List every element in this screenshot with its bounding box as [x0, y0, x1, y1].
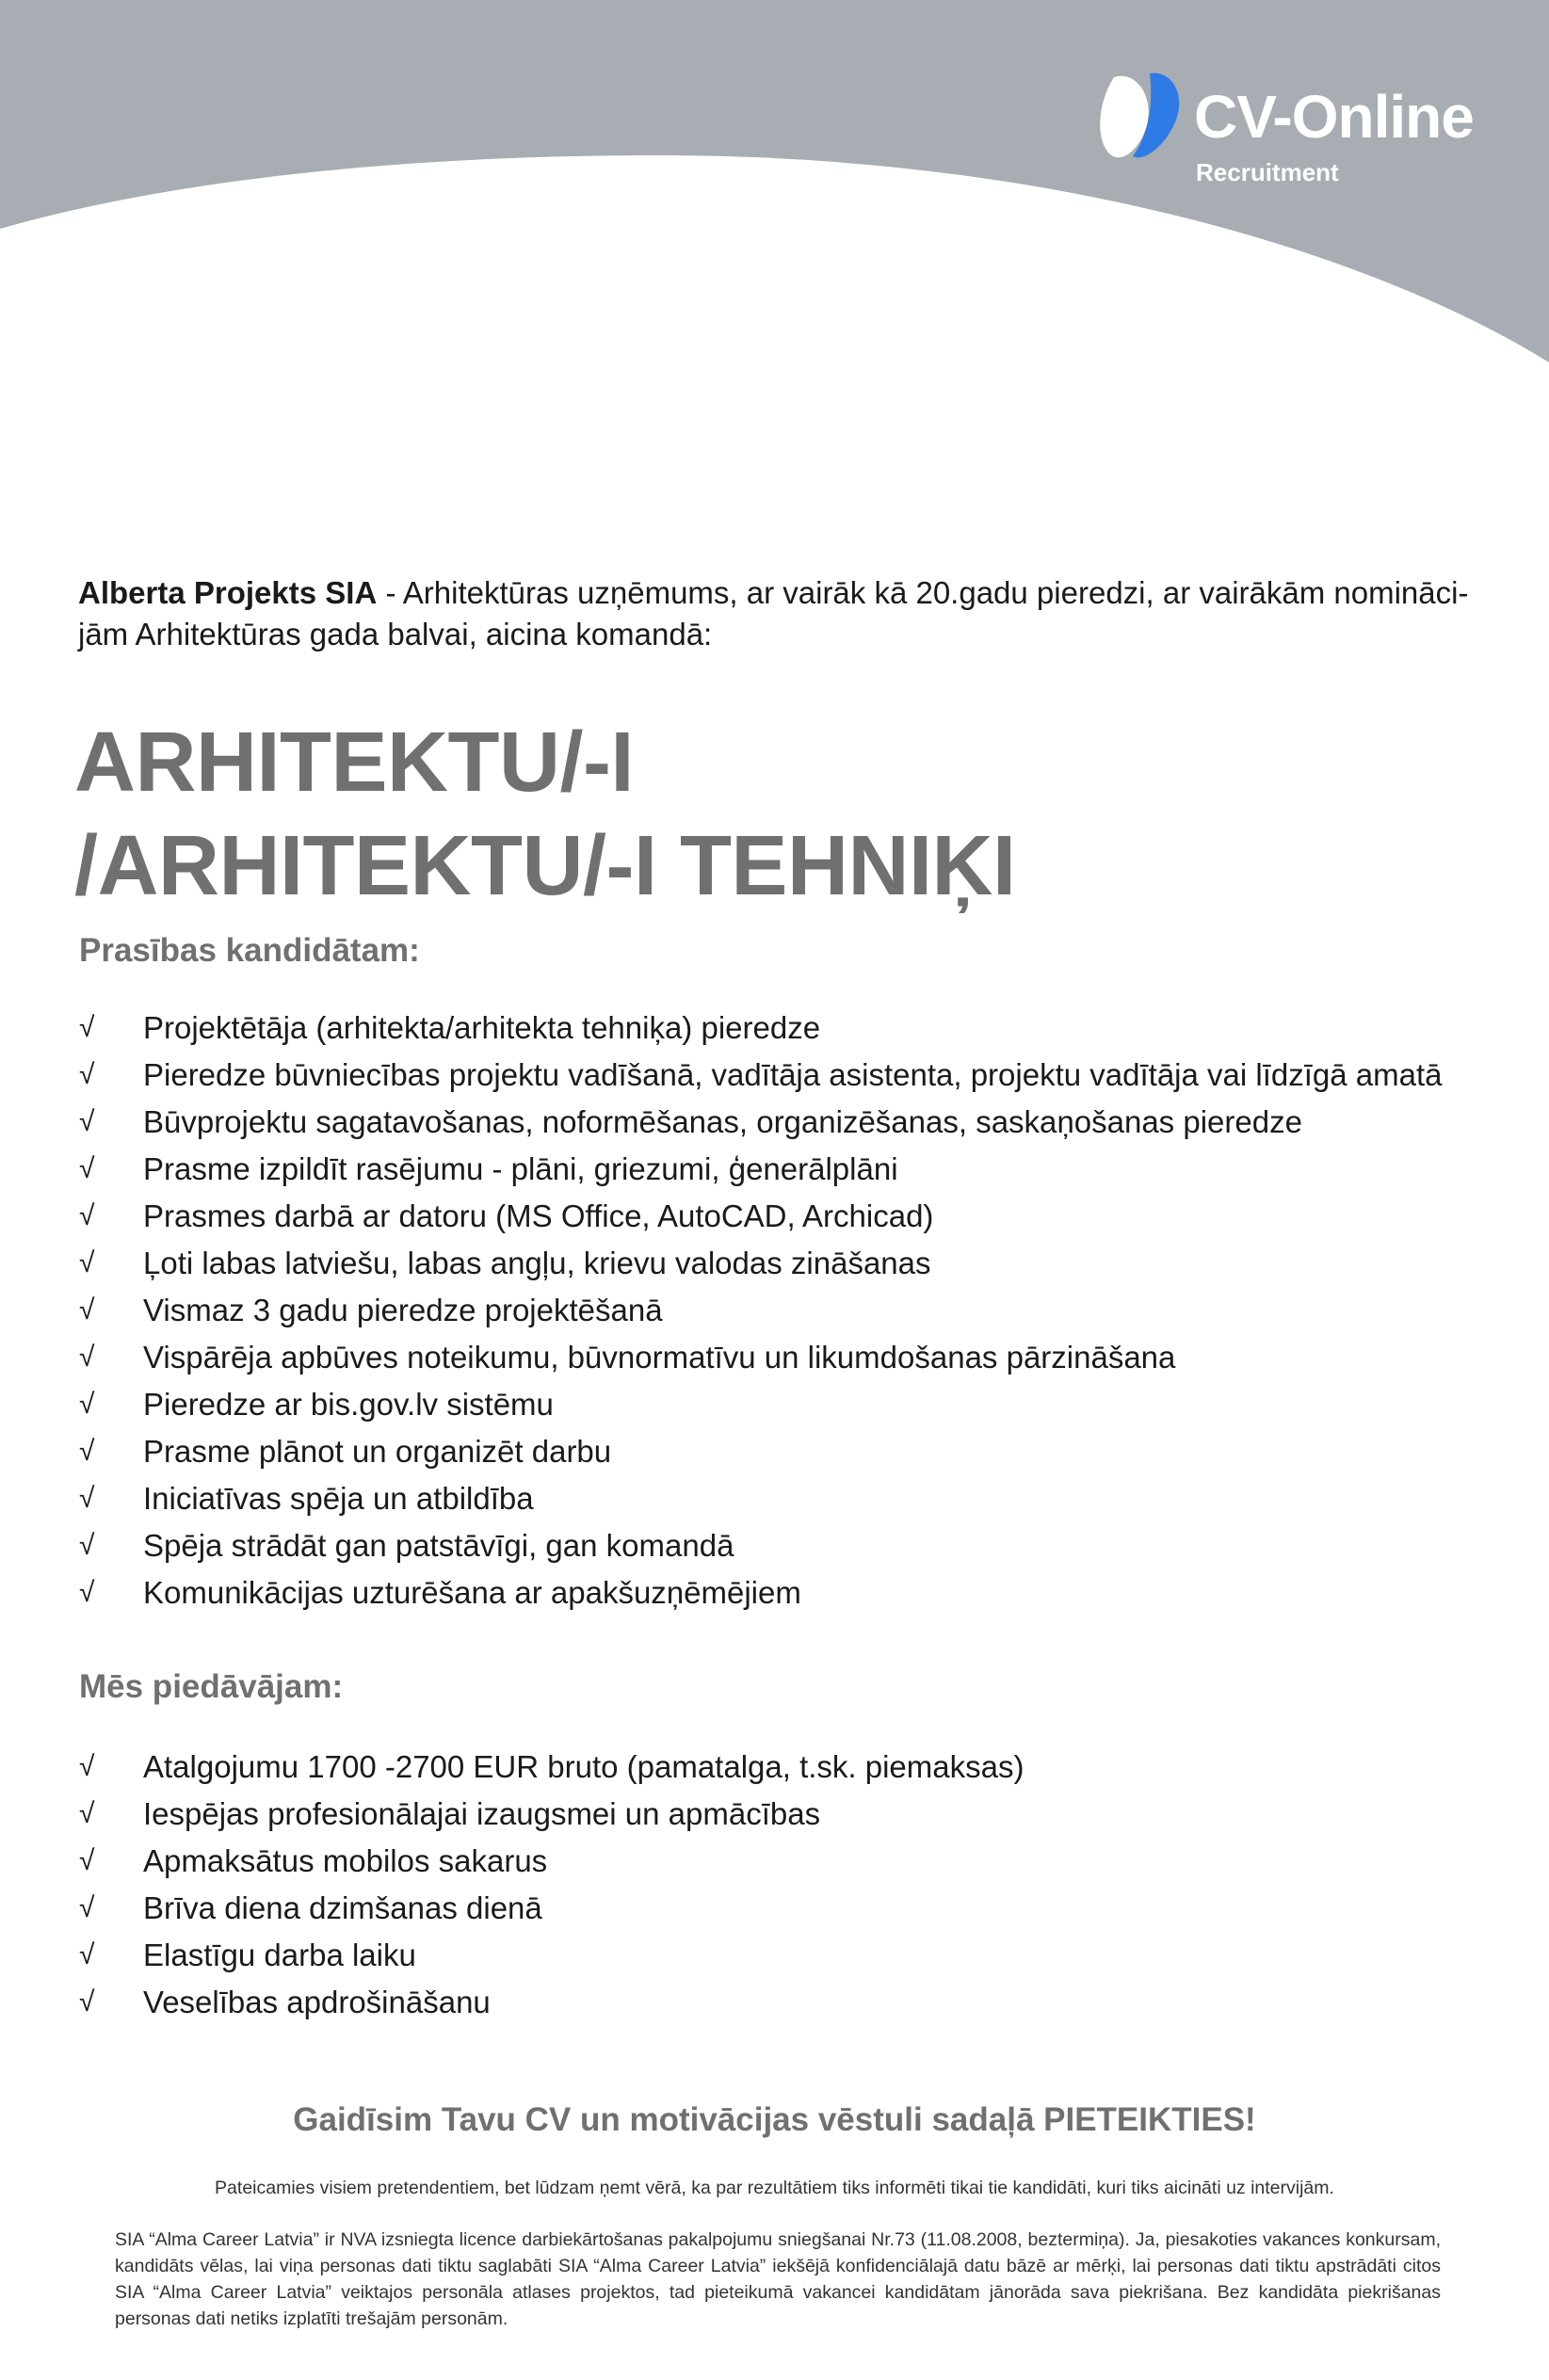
list-item [79, 1193, 1492, 1240]
list-item [79, 1052, 1492, 1099]
check-icon: √ [79, 1247, 95, 1278]
check-icon: √ [79, 1342, 95, 1373]
check-icon: √ [79, 1483, 95, 1514]
list-item [79, 1099, 1492, 1146]
list-item-text: Komunikācijas uzturēšana ar apakšuzņēmējiem [143, 1575, 801, 1610]
list-item-text: Prasme izpildīt rasējumu - plāni, griezumi, ģenerālplāni [143, 1151, 898, 1186]
list-item [79, 1005, 1492, 1052]
check-icon: √ [79, 1751, 95, 1782]
logo-name: CV-Online [1194, 83, 1474, 151]
intro-line-1 [78, 572, 1472, 614]
job-title-line-1: ARHITEKTU/-I [74, 716, 634, 810]
footer-note: Pateicamies visiem pretendentiem, bet lūdzam ņemt vērā, ka par rezultātiem tiks informēti tikai tie kandidāti, kuri tiks aicināti uz intervijām. [215, 2178, 1334, 2198]
requirements-heading: Prasības kandidātam: [79, 932, 420, 969]
list-item-text: Iespējas profesionālajai izaugsmei un apmācības [143, 1796, 821, 1831]
list-item [79, 1932, 1492, 1979]
list-item [79, 1569, 1492, 1616]
job-title-line-2: /ARHITEKTU/-I TEHNIĶI [74, 819, 1016, 913]
check-icon: √ [79, 1295, 95, 1326]
check-icon: √ [79, 1200, 95, 1231]
list-item-text: Prasme plānot un organizēt darbu [143, 1434, 612, 1469]
requirements-list [79, 1005, 1492, 1616]
list-item-text: Pieredze būvniecības projektu vadīšanā, vadītāja asistenta, projektu vadītāja vai līdzīgā amatā [143, 1057, 1443, 1092]
apply-call-to-action: Gaidīsim Tavu CV un motivācijas vēstuli sadaļā PIETEIKTIES! [293, 2101, 1256, 2138]
list-item-text: Pieredze ar bis.gov.lv sistēmu [143, 1387, 554, 1422]
list-item [79, 1240, 1492, 1287]
list-item-text: Būvprojektu sagatavošanas, noformēšanas, organizēšanas, saskaņošanas pieredze [143, 1104, 1302, 1139]
check-icon: √ [79, 1892, 95, 1923]
list-item-text: Spēja strādāt gan patstāvīgi, gan komandā [143, 1528, 734, 1563]
check-icon: √ [79, 1577, 95, 1608]
list-item [79, 1744, 1492, 1791]
check-icon: √ [79, 1798, 95, 1829]
cv-online-logo [1095, 68, 1481, 190]
list-item [79, 1381, 1492, 1428]
list-item [79, 1334, 1492, 1381]
list-item-text: Vismaz 3 gadu pieredze projektēšanā [143, 1293, 663, 1327]
check-icon: √ [79, 1845, 95, 1876]
list-item-text: Atalgojumu 1700 -2700 EUR bruto (pamatalga, t.sk. piemaksas) [143, 1749, 1025, 1784]
list-item-text: Apmaksātus mobilos sakarus [143, 1843, 548, 1878]
logo-mark-icon [1095, 70, 1187, 164]
intro-text-1: - Arhitektūras uzņēmums, ar vairāk kā 20.gadu pieredzi, ar vairākām nomināci- [377, 575, 1469, 610]
check-icon: √ [79, 1436, 95, 1467]
intro-line-2: jām Arhitektūras gada balvai, aicina komandā: [78, 617, 713, 651]
list-item-text: Elastīgu darba laiku [143, 1938, 416, 1972]
list-item-text: Vispārēja apbūves noteikumu, būvnormatīvu un likumdošanas pārzināšana [143, 1340, 1176, 1375]
list-item [79, 1979, 1492, 2026]
intro-paragraph [78, 572, 1472, 655]
check-icon: √ [79, 1012, 95, 1043]
list-item [79, 1146, 1492, 1193]
list-item [79, 1428, 1492, 1475]
list-item [79, 1791, 1492, 1838]
list-item [79, 1838, 1492, 1885]
list-item-text: Ļoti labas latviešu, labas angļu, krievu valodas zināšanas [143, 1246, 931, 1280]
offer-heading: Mēs piedāvājam: [79, 1668, 344, 1705]
list-item [79, 1475, 1492, 1522]
offer-list [79, 1744, 1492, 2026]
list-item [79, 1885, 1492, 1932]
list-item-text: Veselības apdrošināšanu [143, 1985, 491, 2019]
job-title [74, 711, 1487, 918]
check-icon: √ [79, 1939, 95, 1970]
check-icon: √ [79, 1106, 95, 1137]
logo-tagline: Recruitment [1196, 158, 1339, 186]
legal-disclaimer: SIA “Alma Career Latvia” ir NVA izsniegta licence darbiekārtošanas pakalpojumu sniegšanai Nr.73 (11.08.2008, beztermiņa). Ja, piesakoties vakances konkursam, kandidāts vēlas, lai viņa personas dati tiktu saglabāti SIA “Alma Career Latvia” iekšējā konfidenciālajā datu bāzē ar mērķi, lai personas dati tiktu apstrādāti citos SIA “Alma Career Latvia” veiktajos personāla atlases projektos, tad pieteikumā vakancei kandidātam jānorāda sava piekrišana. Bez kandidāta piekrišanas personas dati netiks izplatīti trešajām personām. [115, 2229, 1441, 2329]
check-icon: √ [79, 1389, 95, 1420]
company-name: Alberta Projekts SIA [78, 575, 378, 610]
list-item [79, 1522, 1492, 1569]
list-item-text: Iniciatīvas spēja un atbildība [143, 1481, 534, 1516]
check-icon: √ [79, 1530, 95, 1561]
list-item-text: Prasmes darbā ar datoru (MS Office, AutoCAD, Archicad) [143, 1198, 934, 1233]
check-icon: √ [79, 1986, 95, 2018]
list-item [79, 1287, 1492, 1334]
list-item-text: Brīva diena dzimšanas dienā [143, 1890, 542, 1925]
check-icon: √ [79, 1059, 95, 1090]
list-item-text: Projektētāja (arhitekta/arhitekta tehniķa) pieredze [143, 1010, 821, 1045]
check-icon: √ [79, 1153, 95, 1184]
